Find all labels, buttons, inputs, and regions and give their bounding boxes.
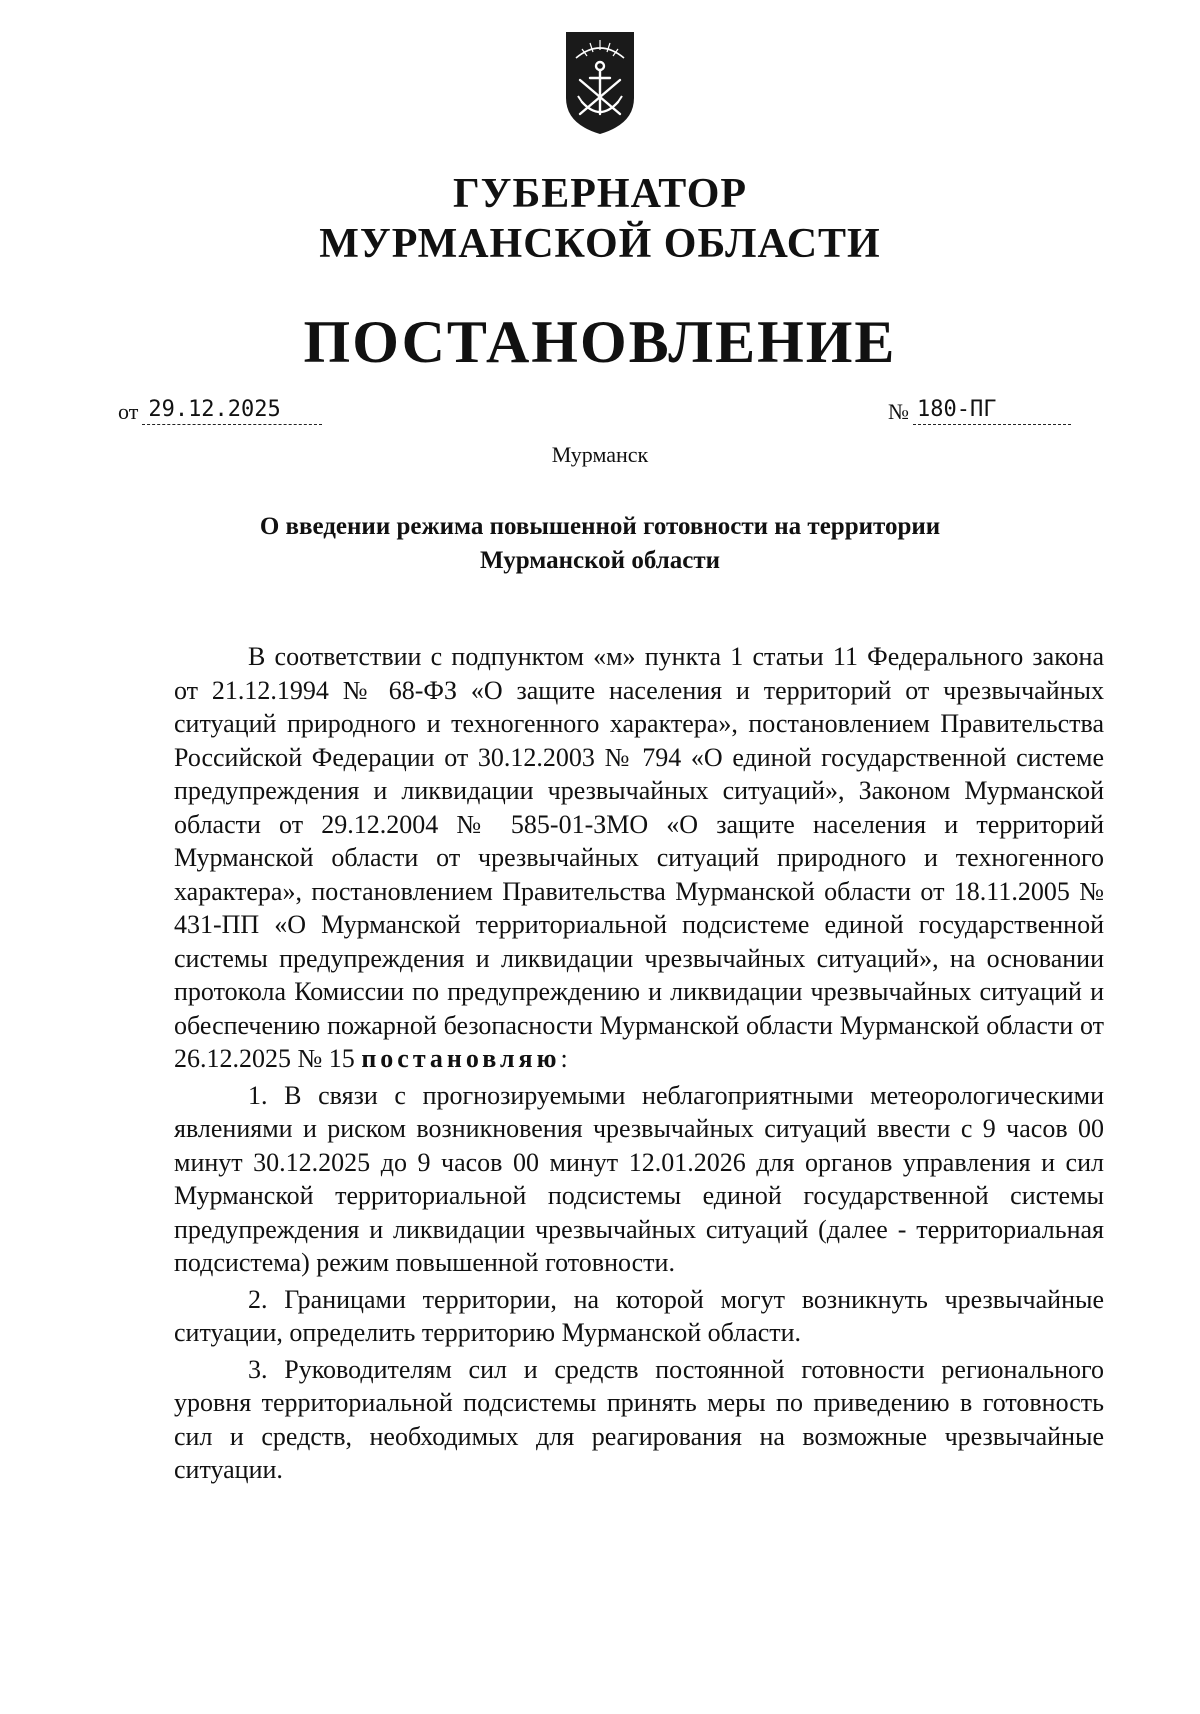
date-prefix: от (118, 399, 139, 424)
number-value: 180-ПГ (913, 396, 1071, 425)
authority-title-line1: ГУБЕРНАТОР (452, 171, 748, 217)
item-3: 3. Руководителям сил и средств постоянной готовности регионального уровня территориальной подсистемы принять меры по приведению в готовность сил и средств, необходимых для реагирования на возможные чрезвычайные ситуации. (174, 1354, 1104, 1484)
resolve-word: постановляю (361, 1044, 561, 1073)
preamble-paragraph (174, 640, 1104, 1076)
coat-of-arms-icon (562, 28, 638, 138)
date-field (118, 396, 322, 426)
date-value: 29.12.2025 (142, 396, 322, 425)
title-line2: Мурманской области (479, 547, 721, 574)
resolve-suffix: : (560, 1044, 568, 1073)
number-field (888, 396, 1071, 426)
document-type-heading: ПОСТАНОВЛЕНИЕ (303, 309, 897, 375)
document-title (180, 510, 1020, 578)
city-name: Мурманск (551, 442, 649, 467)
item-2: 2. Границами территории, на которой могут возникнуть чрезвычайные ситуации, определить территорию Мурманской области. (174, 1284, 1104, 1347)
authority-title-line2: МУРМАНСКОЙ ОБЛАСТИ (319, 221, 881, 267)
item-1: 1. В связи с прогнозируемыми неблагоприятными метеорологическими явлениями и риском возникновения чрезвычайных ситуаций ввести с 9 часов 00 минут 30.12.2025 до 9 часов 00 минут 12.01.2026 для органов управления и сил Мурманской территориальной подсистемы единой государственной системы предупреждения и ликвидации чрезвычайных ситуаций (далее - территориальная подсистема) режим повышенной готовности. (174, 1080, 1104, 1277)
title-line1: О введении режима повышенной готовности на территории (259, 513, 941, 540)
number-prefix: № (888, 399, 909, 424)
preamble-text: В соответствии с подпунктом «м» пункта 1 статьи 11 Федерального закона от 21.12.1994 № 68-ФЗ «О защите населения и территорий от чрезвычайных ситуаций природного и техногенного характера», постановлением Правительства Российской Федерации от 30.12.2003 № 794 «О единой государственной системе предупреждения и ликвидации чрезвычайных ситуаций», Законом Мурманской области от 29.12.2004 № 585-01-ЗМО «О защите населения и территорий Мурманской области от чрезвычайных ситуаций природного и техногенного характера», постановлением Правительства Мурманской области от 18.11.2005 № 431-ПП «О Мурманской территориальной подсистеме единой государственной системы предупреждения и ликвидации чрезвычайных ситуаций», на основании протокола Комиссии по предупреждению и ликвидации чрезвычайных ситуаций и обеспечению пожарной безопасности Мурманской области Мурманской области от 26.12.2025 № 15 (174, 642, 1104, 1073)
document-body (174, 640, 1104, 1487)
